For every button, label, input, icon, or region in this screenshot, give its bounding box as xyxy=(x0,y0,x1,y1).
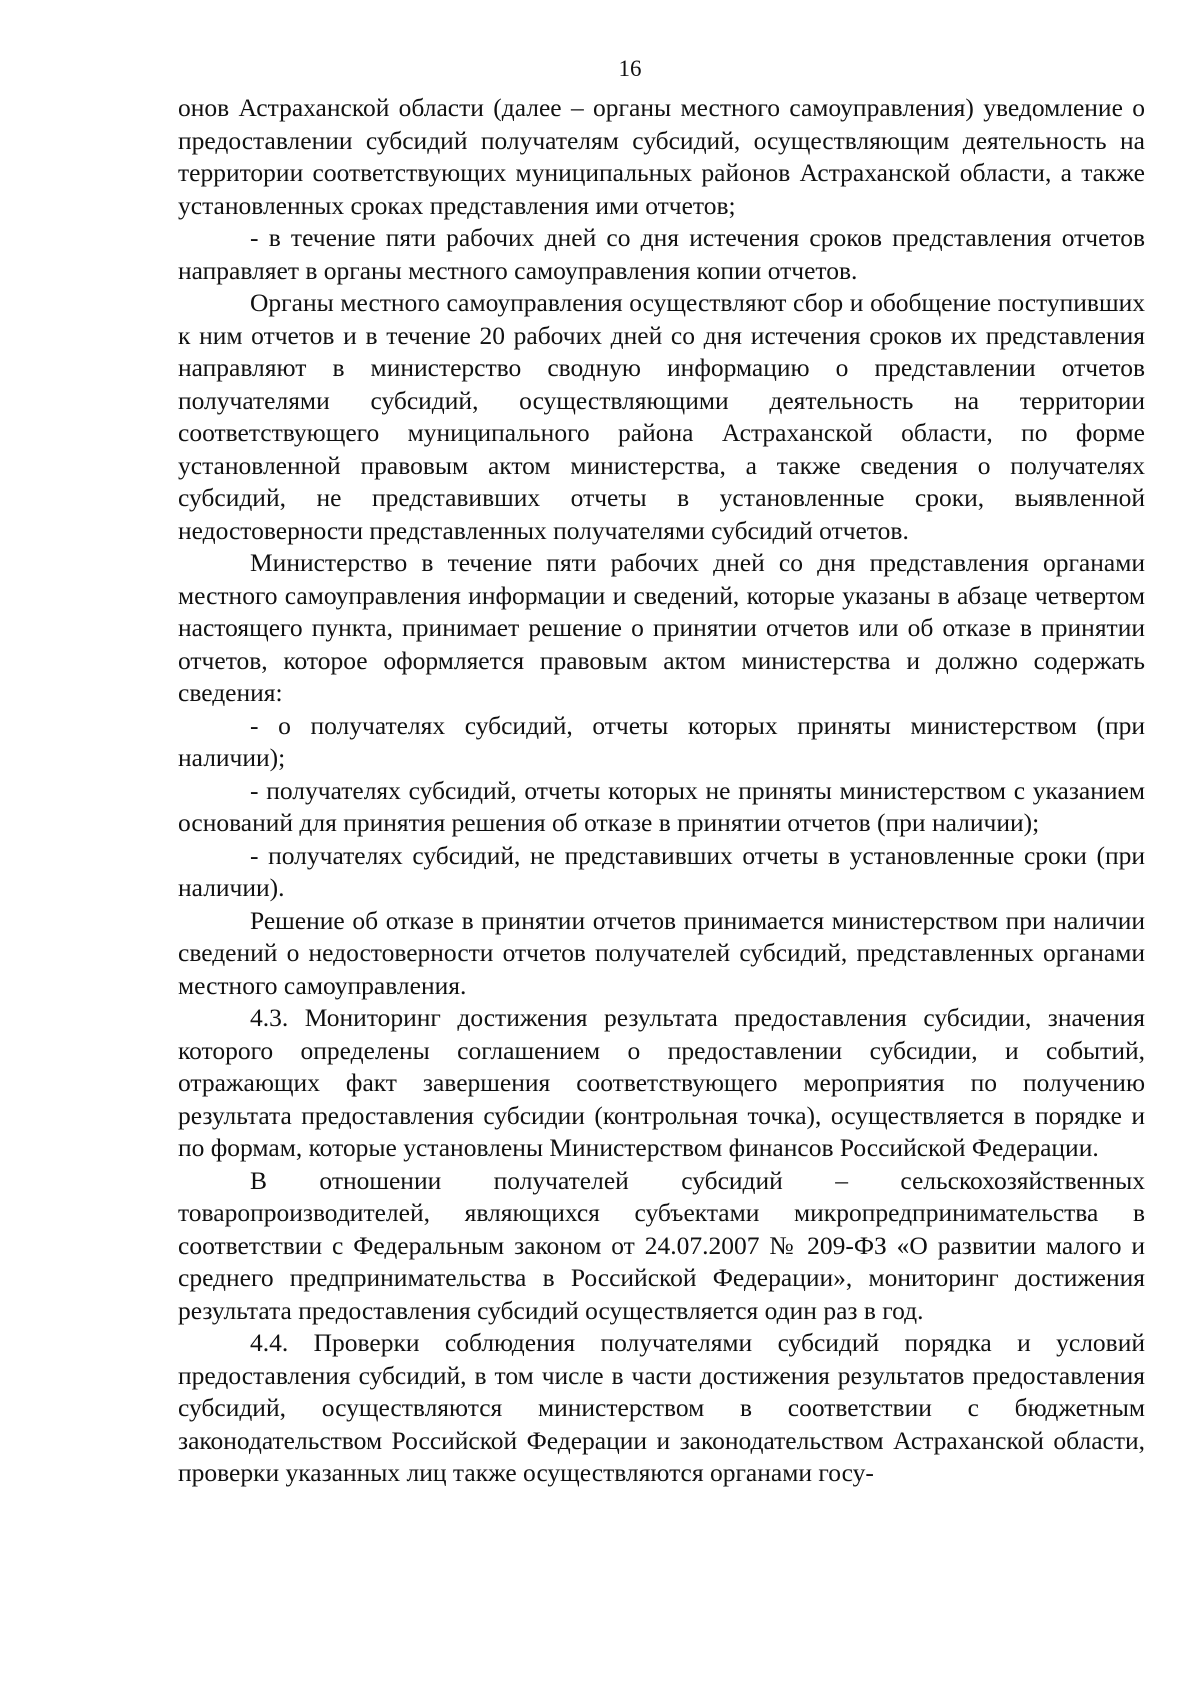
paragraph-refusal-decision: Решение об отказе в принятии отчетов принимается министерством при наличии сведений о недостоверности отчетов получателей субсидий, представленных органами местного самоуправления. xyxy=(178,905,1145,1000)
paragraph-micro-enterprises-monitoring: В отношении получателей субсидий – сельскохозяйственных товаропроизводителей, являющихся субъектами микропредпринимательства в соответствии с Федеральным законом от 24.07.2007 № 209-ФЗ «О развитии малого и среднего предпринимательства в Российской Федерации», мониторинг достижения результата предоставления субсидий осуществляется один раз в год. xyxy=(178,1165,1145,1325)
paragraph-notification-continuation: онов Астраханской области (далее – органы местного самоуправления) уведомление о предоставлении субсидий получателям субсидий, осуществляющим деятельность на территории соответствующих муниципальных районов Астраханской области, а также установленных сроках представления ими отчетов; xyxy=(178,93,1145,220)
list-item-missing-reports: - получателях субсидий, не представивших отчеты в установленные сроки (при наличии). xyxy=(178,840,1145,902)
paragraph-section-4-3-monitoring: 4.3. Мониторинг достижения результата предоставления субсидии, значения которого определены соглашением о предоставлении субсидии, и событий, отражающих факт завершения соответствующего мероприятия по получению результата предоставления субсидии (контрольная точка), осуществляется в порядке и по формам, которые установлены Министерством финансов Российской Федерации. xyxy=(178,1003,1145,1162)
paragraph-local-authorities-collect: Органы местного самоуправления осуществляют сбор и обобщение поступивших к ним отчетов и в течение 20 рабочих дней со дня истечения сроков их представления направляют в министерство сводную информацию о представлении отчетов получателями субсидий, осуществляющими деятельность на территории соответствующего муниципального района Астраханской области, по форме установленной правовым актом министерства, а также сведения о получателях субсидий, не представивших отчеты в установленные сроки, выявленной недостоверности представленных получателями субсидий отчетов. xyxy=(178,288,1145,545)
document-body xyxy=(178,92,1145,1490)
paragraph-section-4-4-inspections: 4.4. Проверки соблюдения получателями субсидий порядка и условий предоставления субсидий, в том числе в части достижения результатов предоставления субсидий, осуществляются министерством в соответствии с бюджетным законодательством Российской Федерации и законодательством Астраханской области, проверки указанных лиц также осуществляются органами госу- xyxy=(178,1328,1145,1487)
list-item-rejected-reports: - получателях субсидий, отчеты которых не приняты министерством с указанием оснований для принятия решения об отказе в принятии отчетов (при наличии); xyxy=(178,775,1145,837)
list-item-accepted-reports: - о получателях субсидий, отчеты которых приняты министерством (при наличии); xyxy=(178,710,1145,772)
paragraph-ministry-decision: Министерство в течение пяти рабочих дней со дня представления органами местного самоуправления информации и сведений, которые указаны в абзаце четвертом настоящего пункта, принимает решение о принятии отчетов или об отказе в принятии отчетов, которое оформляется правовым актом министерства и должно содержать сведения: xyxy=(178,548,1145,707)
page-number: 16 xyxy=(618,56,642,81)
paragraph-send-report-copies: - в течение пяти рабочих дней со дня истечения сроков представления отчетов направляет в органы местного самоуправления копии отчетов. xyxy=(178,223,1145,285)
